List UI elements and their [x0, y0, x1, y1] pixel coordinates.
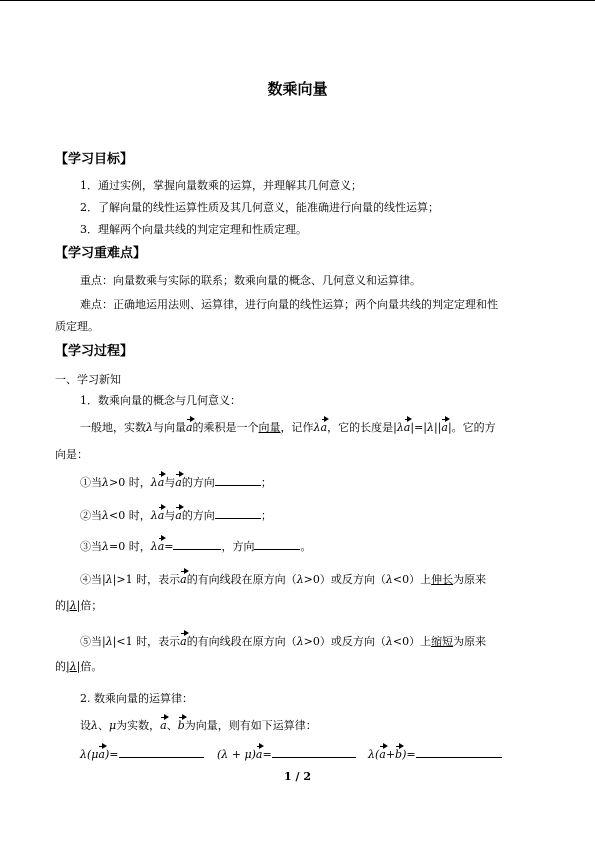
page-title: 数乘向量	[267, 80, 328, 98]
underlined-vector-word: 向量	[258, 421, 281, 434]
formula-blank[interactable]	[119, 746, 204, 758]
vector-a: a	[441, 418, 448, 434]
vector-a: a	[180, 632, 187, 648]
vector-a: a	[158, 473, 165, 489]
case-4: ④当|λ|>1 时，表示a的有向线段在原方向（λ>0）或反方向（λ<0）上伸长为原来	[80, 570, 486, 587]
formula-blank[interactable]	[416, 746, 502, 758]
part-heading-new-knowledge: 一、学习新知	[55, 373, 121, 386]
page-number: 1 / 2	[284, 770, 311, 783]
case-2: ②当λ<0 时，λa与a的方向 ；	[80, 506, 272, 523]
vector-a: a	[158, 506, 165, 522]
vector-a: a	[175, 473, 182, 489]
case-5-line-2: 的|λ|倍。	[55, 660, 103, 673]
underlined-keyword-stretch: 伸长	[431, 573, 454, 586]
vector-a: a	[379, 745, 386, 761]
formula-associative: λ(μa)=	[80, 745, 204, 761]
section-heading-keypoints: 【学习重难点】	[55, 246, 147, 261]
formula-distributive-vector: λ(a+b)=	[368, 745, 502, 761]
vector-a: a	[160, 716, 167, 732]
answer-blank[interactable]	[173, 538, 221, 550]
page-top-border	[0, 0, 595, 1]
section-heading-process: 【学习过程】	[55, 344, 134, 359]
formula-distributive-scalar: (λ + μ)a=	[217, 745, 356, 761]
vector-a: a	[256, 745, 263, 761]
formula-blank[interactable]	[272, 746, 356, 758]
answer-blank[interactable]	[254, 538, 300, 550]
vector-b: b	[395, 745, 402, 761]
keypoint-important: 重点：向量数乘与实际的联系；数乘向量的概念、几何意义和运算律。	[80, 274, 421, 287]
vector-a: a	[186, 418, 193, 434]
underlined-abs-lambda: |λ|	[66, 660, 81, 673]
goal-item-2: 2．了解向量的线性运算性质及其几何意义，能准确进行向量的线性运算；	[80, 201, 439, 214]
vector-a: a	[404, 418, 411, 434]
vector-a: a	[321, 418, 328, 434]
item-heading-laws: 2. 数乘向量的运算律：	[80, 692, 193, 705]
goal-item-1: 1．通过实例，掌握向量数乘的运算，并理解其几何意义；	[80, 179, 362, 192]
goal-item-3: 3．理解两个向量共线的判定定理和性质定理。	[80, 223, 307, 236]
section-heading-goals: 【学习目标】	[55, 152, 134, 167]
case-5: ⑤当|λ|<1 时，表示a的有向线段在原方向（λ>0）或反方向（λ<0）上缩短为原来	[80, 632, 486, 649]
case-4-line-2: 的|λ|倍；	[55, 599, 103, 612]
case-3: ③当λ=0 时，λa= ，方向 。	[80, 537, 311, 554]
vector-a: a	[98, 745, 105, 761]
vector-a: a	[175, 506, 182, 522]
keypoint-difficult-line2: 质定理。	[55, 320, 99, 333]
item-heading-concept: 1．数乘向量的概念与几何意义：	[80, 394, 241, 407]
laws-intro: 设λ、μ为实数，a、b为向量，则有如下运算律：	[80, 716, 317, 733]
keypoint-difficult-line1: 难点：正确地运用法则、运算律，进行向量的线性运算；两个向量共线的判定定理和性	[80, 298, 498, 311]
vector-a: a	[158, 537, 165, 553]
definition-line-2: 向是：	[55, 448, 88, 461]
answer-blank[interactable]	[215, 507, 261, 519]
definition-line: 一般地，实数λ与向量a的乘积是一个向量，记作λa，它的长度是|λa|=|λ||a|。它的方	[80, 418, 496, 435]
underlined-abs-lambda: |λ|	[66, 599, 81, 612]
case-1: ①当λ>0 时，λa与a的方向 ；	[80, 473, 272, 490]
answer-blank[interactable]	[215, 474, 261, 486]
underlined-keyword-shrink: 缩短	[431, 635, 454, 648]
vector-a: a	[180, 570, 187, 586]
vector-b: b	[178, 716, 185, 732]
